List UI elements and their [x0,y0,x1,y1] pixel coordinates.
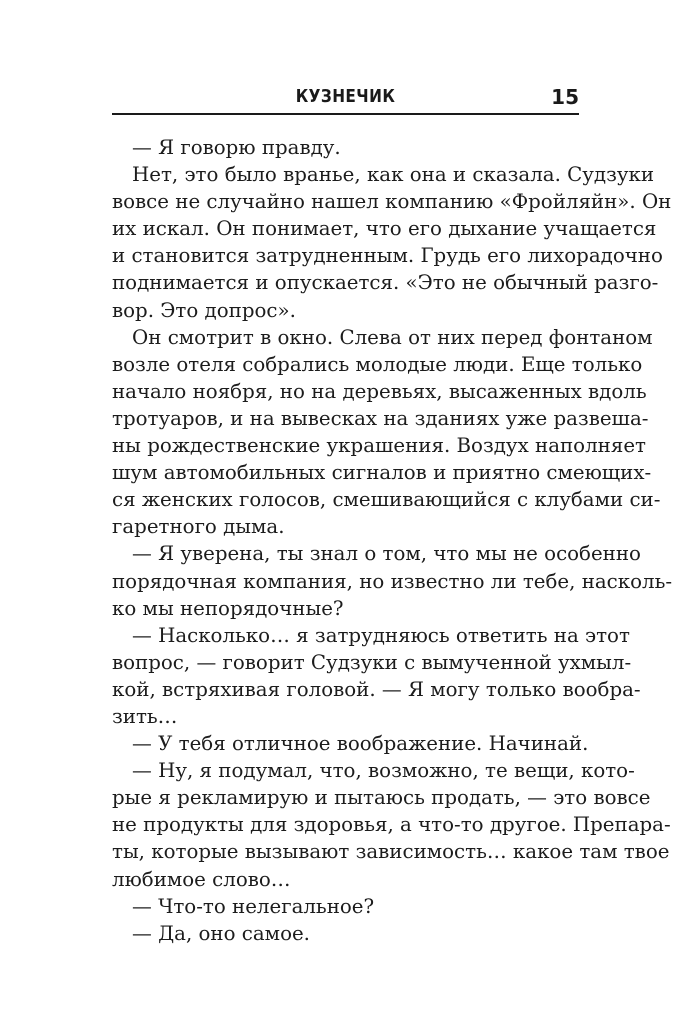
text-line: — Что-то нелегальное? [132,894,375,918]
text-line: ны рождественские украшения. Воздух наполняет [112,434,646,458]
text-line: — Я уверена, ты знал о том, что мы не особенно [132,542,641,566]
text-line: и становится затрудненным. Грудь его лихорадочно [112,244,663,268]
text-line: ты, которые вызывают зависимость… какое там твое [112,840,670,864]
text-line: кой, встряхивая головой. — Я могу только вообра- [112,677,641,701]
text-line: зить… [112,704,178,728]
text-line: любимое слово… [112,867,291,891]
text-line: вопрос, — говорит Судзуки с вымученной ухмыл- [112,650,632,674]
text-line: — Ну, я подумал, что, возможно, те вещи, кото- [132,759,635,783]
text-line: порядочная компания, но известно ли тебе, насколь- [112,569,673,593]
text-line: Он смотрит в окно. Слева от них перед фонтаном [132,325,653,349]
text-line: рые я рекламирую и пытаюсь продать, — это вовсе [112,786,651,810]
text-line: — У тебя отличное воображение. Начинай. [132,732,589,756]
text-line: шум автомобильных сигналов и приятно смеющих- [112,461,652,485]
text-line: их искал. Он понимает, что его дыхание учащается [112,217,657,241]
text-line: гаретного дыма. [112,515,285,539]
text-line: вовсе не случайно нашел компанию «Фройляйн». Он [112,190,672,214]
text-line: не продукты для здоровья, а что-то другое. Препара- [112,813,671,837]
text-line: — Насколько… я затрудняюсь ответить на этот [132,623,630,647]
text-line: поднимается и опускается. «Это не обычный разго- [112,271,659,295]
running-title: КУЗНЕЧИК [295,86,396,107]
text-line: ся женских голосов, смешивающийся с клубами си- [112,488,661,512]
text-line: Нет, это было вранье, как она и сказала. Судзуки [132,163,655,187]
header-rule [112,113,579,115]
text-line: возле отеля собрались молодые люди. Еще только [112,352,643,376]
text-line: тротуаров, и на вывесках на зданиях уже развеша- [112,406,649,430]
page-header [112,86,579,112]
text-line: начало ноября, но на деревьях, высаженных вдоль [112,379,647,403]
text-line: ко мы непорядочные? [112,596,344,620]
text-line: вор. Это допрос». [112,298,296,322]
body-text [112,134,673,947]
text-line: — Да, оно самое. [132,921,310,945]
page-number: 15 [551,85,579,109]
text-line: — Я говорю правду. [132,136,341,159]
